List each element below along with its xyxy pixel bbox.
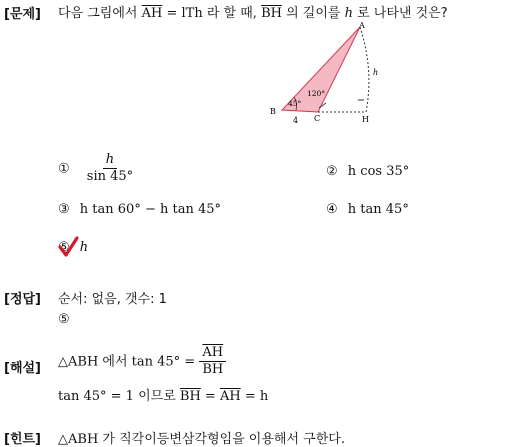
segment-ah: $\overline{AH}$ — [141, 6, 163, 21]
hint-label: [힌트] — [4, 432, 41, 447]
choice-3[interactable] — [58, 202, 221, 217]
explanation-segment-bh: $\overline{BH}$ — [179, 389, 201, 404]
choice-4-text: h tan 45° — [347, 202, 409, 217]
choice-3-text: h tan 60° − h tan 45° — [79, 202, 222, 217]
explanation-line-2-prefix: tan 45° = 1 이므로 — [58, 389, 180, 404]
choice-2-number: ② — [326, 164, 338, 179]
base-bc-label: 4 — [293, 116, 299, 125]
checkmark-icon — [57, 236, 79, 258]
question-text-after1: 의 길이를 — [281, 6, 345, 21]
explanation-segment-ah: $\overline{AH}$ — [219, 389, 241, 404]
answer-text: 순서: 없음, 갯수: 1 — [58, 292, 167, 307]
answer-value: ⑤ — [58, 312, 70, 327]
choice-5-number: ⑤ — [58, 240, 70, 255]
explanation-eq-1: = — [200, 389, 220, 404]
hint-text: △ABH 가 직각이등변삼각형임을 이용해서 구한다. — [58, 432, 345, 447]
segment-bh: $\overline{BH}$ — [261, 6, 282, 21]
vertex-b-label: B — [270, 107, 276, 116]
answer-label: [정답] — [4, 292, 41, 307]
question-label: [문제] — [4, 7, 41, 22]
explanation-line-1-prefix: △ABH 에서 tan 45° = — [58, 354, 200, 370]
choice-2[interactable] — [326, 164, 409, 179]
choice-3-number: ③ — [58, 202, 70, 217]
vertex-a-label: A — [359, 21, 365, 30]
dashed-height-arc — [360, 27, 369, 112]
fraction-numerator-ah: $\overline{AH}$ — [199, 346, 226, 362]
explanation-eq-2: = h — [240, 389, 269, 404]
vertex-h-label: H — [362, 115, 369, 124]
choice-5-text: h — [79, 240, 89, 255]
explanation-label: [해설] — [4, 361, 41, 376]
angle-b-label: 45° — [288, 99, 302, 108]
explanation-line-1 — [58, 346, 226, 378]
choice-1[interactable] — [58, 153, 136, 185]
choice-1-fraction — [84, 153, 136, 185]
angle-c-label: 120° — [307, 89, 326, 98]
question-text — [58, 2, 448, 21]
fraction-denominator-bh: BH — [202, 362, 224, 378]
choice-1-denominator: sin 45° — [86, 169, 134, 185]
choice-1-numerator: h — [103, 153, 117, 169]
choice-4-number: ④ — [326, 202, 338, 217]
choice-4[interactable] — [326, 202, 409, 217]
triangle-figure — [262, 20, 392, 128]
question-text-after2: 로 나타낸 것은? — [352, 6, 448, 21]
question-text-before: 다음 그림에서 — [58, 6, 142, 21]
vertex-c-label: C — [314, 114, 321, 123]
explanation-line-2 — [58, 385, 268, 404]
explanation-fraction — [199, 346, 226, 378]
choice-1-number: ① — [58, 161, 70, 177]
variable-h: h — [344, 6, 353, 21]
question-text-eq: = lTh 라 할 때, — [162, 6, 262, 21]
choice-2-text: h cos 35° — [347, 164, 410, 179]
side-h-label: h — [373, 68, 379, 77]
